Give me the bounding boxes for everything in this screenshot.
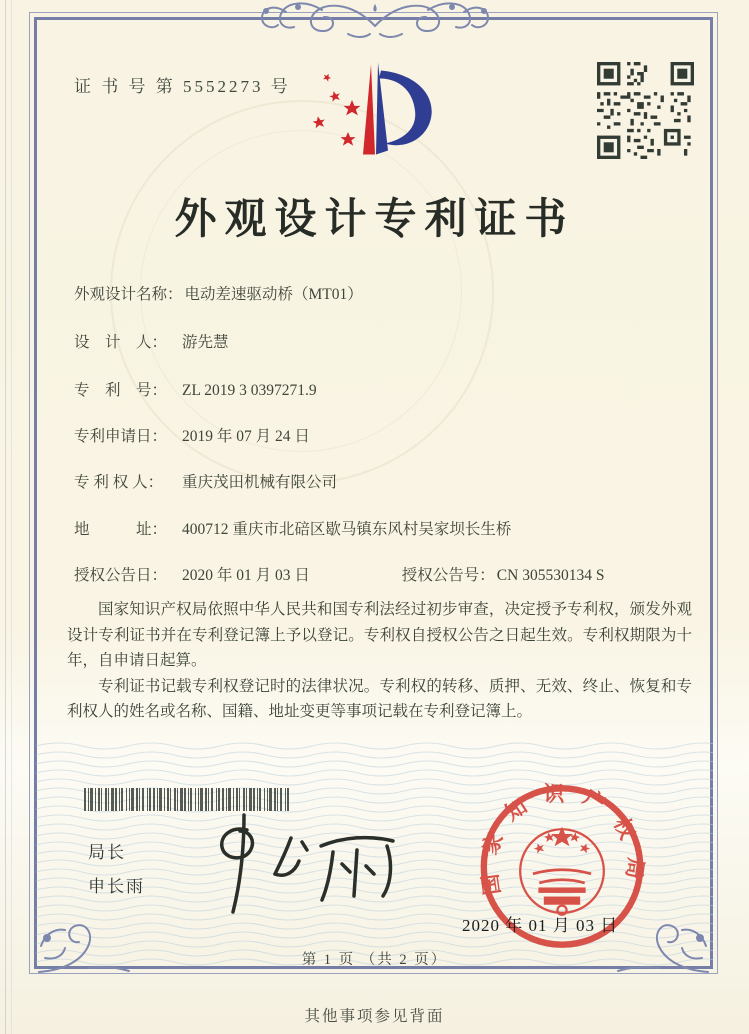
field-label: 专 利 权 人： bbox=[74, 474, 164, 491]
page-number: 第 1 页 （共 2 页） bbox=[301, 952, 448, 968]
field-value: ZL 2019 3 0397271.9 bbox=[182, 382, 317, 399]
field-label: 地 址： bbox=[74, 521, 168, 538]
field-label: 授权公告日： bbox=[74, 567, 168, 584]
field-design-name bbox=[74, 282, 363, 304]
field-patent-number bbox=[74, 378, 317, 400]
field-designer bbox=[74, 330, 229, 352]
qr-code-icon bbox=[597, 62, 694, 159]
seal-date: 2020 年 01 月 03 日 bbox=[462, 916, 619, 935]
paragraph-grant-statement: 国家知识产权局依照中华人民共和国专利法经过初步审查，决定授予专利权，颁发外观设计专利证书并在专利登记簿上予以登记。专利权自授权公告之日起生效。专利权期限为十年，自申请日起算。 bbox=[67, 601, 692, 669]
certificate-title: 外观设计专利证书 bbox=[174, 197, 575, 243]
seal-arc-text: 国家知识产权局 bbox=[475, 781, 649, 897]
field-address bbox=[74, 517, 511, 539]
field-value: 电动差速驱动桥（MT01） bbox=[184, 286, 363, 303]
grant-number-label: 授权公告号： bbox=[401, 567, 495, 584]
barcode-icon bbox=[84, 788, 290, 811]
scan-edge-artifact bbox=[5, 0, 12, 1034]
field-value: 2019 年 07 月 24 日 bbox=[182, 428, 310, 445]
signer-title: 局长 bbox=[88, 843, 126, 862]
back-side-note: 其他事项参见背面 bbox=[304, 1008, 445, 1025]
grant-number-value: CN 305530134 S bbox=[496, 567, 605, 584]
field-grant-date-and-number bbox=[74, 563, 604, 585]
field-value: 游先慧 bbox=[182, 334, 229, 351]
field-filing-date bbox=[74, 424, 310, 446]
field-patentee bbox=[74, 470, 337, 492]
cnipa-logo-icon bbox=[295, 46, 455, 172]
field-label: 专 利 号： bbox=[74, 382, 168, 399]
certificate-number: 证 书 号 第 5552273 号 bbox=[74, 77, 291, 96]
signer-name: 申长雨 bbox=[88, 877, 145, 896]
field-value: 2020 年 01 月 03 日 bbox=[182, 567, 310, 584]
field-value: 400712 重庆市北碚区歇马镇东风村吴家坝长生桥 bbox=[182, 521, 512, 538]
field-value: 重庆茂田机械有限公司 bbox=[182, 474, 338, 491]
field-label: 专利申请日： bbox=[74, 428, 168, 445]
field-label: 设 计 人： bbox=[74, 334, 168, 351]
border-flourish-icon bbox=[228, 0, 522, 42]
field-label: 外观设计名称： bbox=[74, 286, 183, 303]
certificate-body-text bbox=[67, 597, 692, 725]
signature-icon bbox=[203, 810, 408, 918]
paragraph-register-statement: 专利证书记载专利权登记时的法律状况。专利权的转移、质押、无效、终止、恢复和专利权人的姓名或名称、国籍、地址变更等事项记载在专利登记簿上。 bbox=[67, 677, 692, 720]
